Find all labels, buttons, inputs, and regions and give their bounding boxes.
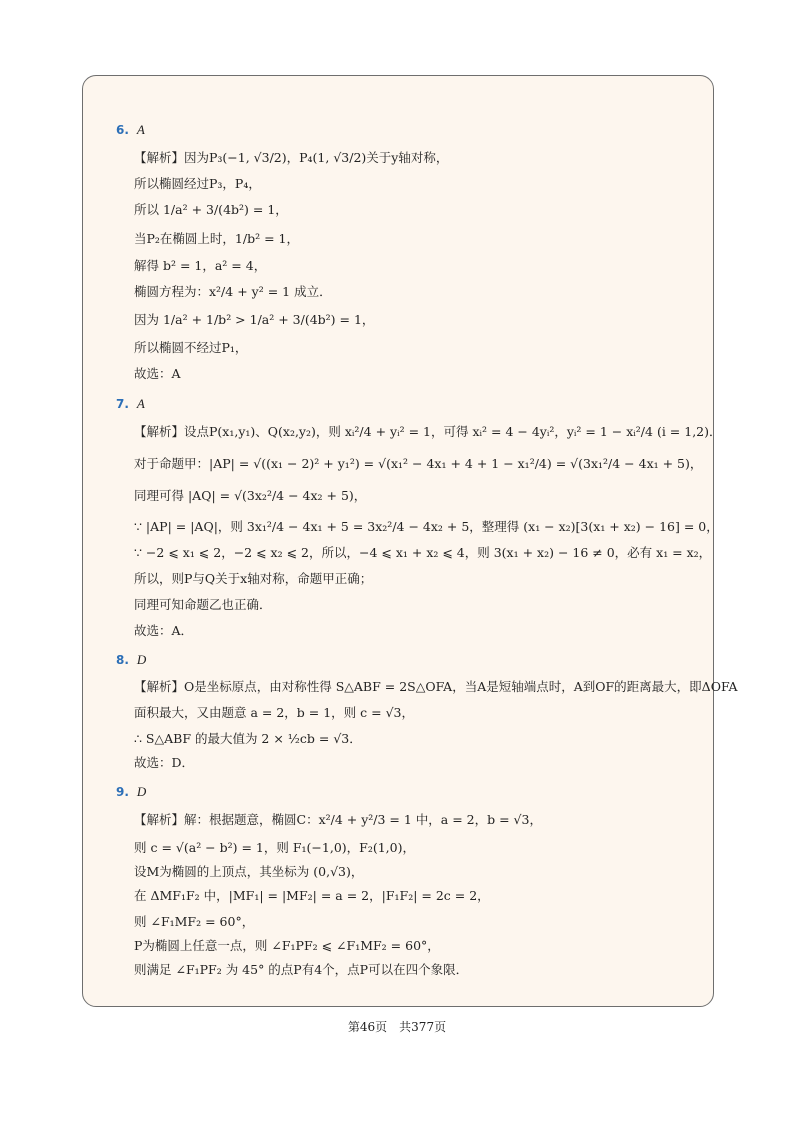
question-9-header bbox=[116, 784, 146, 800]
solution-line: 同理可得 |AQ| = √(3x₂²/4 − 4x₂ + 5)， bbox=[134, 488, 367, 503]
solution-line: 当P₂在椭圆上时，1/b² = 1， bbox=[134, 231, 299, 246]
solution-line: ∵ −2 ⩽ x₁ ⩽ 2，−2 ⩽ x₂ ⩽ 2，所以，−4 ⩽ x₁ + x₂ ⩽ 4，则 3(x₁ + x₂) − 16 ≠ 0，必有 x₁ = x₂， bbox=[134, 545, 712, 560]
solution-line: 则 c = √(a² − b²) = 1，则 F₁(−1,0)，F₂(1,0)， bbox=[134, 840, 415, 855]
question-number: 7. bbox=[116, 397, 129, 411]
solution-line: 【解析】因为P₃(−1, √3/2)，P₄(1, √3/2)关于y轴对称， bbox=[134, 150, 449, 165]
solution-line: 故选：D． bbox=[134, 755, 195, 770]
question-8-header bbox=[116, 652, 146, 668]
solution-line: 因为 1/a² + 1/b² > 1/a² + 3/(4b²) = 1， bbox=[134, 312, 375, 327]
question-answer: A bbox=[136, 396, 145, 411]
solution-line: ∵ |AP| = |AQ|，则 3x₁²/4 − 4x₁ + 5 = 3x₂²/4 − 4x₂ + 5，整理得 (x₁ − x₂)[3(x₁ + x₂) − 16] = 0， bbox=[134, 519, 719, 534]
solution-line: 面积最大，又由题意 a = 2，b = 1，则 c = √3， bbox=[134, 705, 414, 720]
solution-line: 所以 1/a² + 3/(4b²) = 1， bbox=[134, 202, 288, 217]
question-answer: A bbox=[136, 122, 145, 137]
question-number: 6. bbox=[116, 123, 129, 137]
question-7-header bbox=[116, 396, 145, 412]
question-6-header bbox=[116, 122, 145, 138]
question-answer: D bbox=[136, 652, 147, 667]
question-answer: D bbox=[136, 784, 147, 799]
solution-line: 【解析】解：根据题意，椭圆C：x²/4 + y²/3 = 1 中，a = 2，b = √3， bbox=[134, 812, 542, 827]
solution-line: 则 ∠F₁MF₂ = 60°， bbox=[134, 914, 255, 929]
solution-line: 则满足 ∠F₁PF₂ 为 45° 的点P有4个，点P可以在四个象限． bbox=[134, 962, 469, 977]
page-footer: 第46页 共377页 bbox=[347, 1020, 447, 1034]
solution-line: P为椭圆上任意一点，则 ∠F₁PF₂ ⩽ ∠F₁MF₂ = 60°， bbox=[134, 938, 440, 953]
solution-line: ∴ S△ABF 的最大值为 2 × ½cb = √3． bbox=[134, 731, 362, 746]
solution-line: 解得 b² = 1，a² = 4， bbox=[134, 258, 267, 273]
question-number: 8. bbox=[116, 653, 129, 667]
question-number: 9. bbox=[116, 785, 129, 799]
solution-line: 同理可知命题乙也正确． bbox=[134, 597, 272, 612]
solution-line: 椭圆方程为：x²/4 + y² = 1 成立． bbox=[134, 284, 332, 299]
solution-line: 【解析】设点P(x₁,y₁)、Q(x₂,y₂)，则 xᵢ²/4 + yᵢ² = 1，可得 xᵢ² = 4 − 4yᵢ²，yᵢ² = 1 − xᵢ²/4 (i = 1,2)． bbox=[134, 424, 722, 439]
solution-line: 在 ΔMF₁F₂ 中，|MF₁| = |MF₂| = a = 2，|F₁F₂| = 2c = 2， bbox=[134, 888, 490, 903]
solution-line: 故选：A bbox=[134, 366, 181, 381]
solution-line: 所以，则P与Q关于x轴对称，命题甲正确； bbox=[134, 571, 373, 586]
solution-line: 设M为椭圆的上顶点，其坐标为 (0,√3)， bbox=[134, 864, 364, 879]
solution-line: 对于命题甲：|AP| = √((x₁ − 2)² + y₁²) = √(x₁² − 4x₁ + 4 + 1 − x₁²/4) = √(3x₁²/4 − 4x₁ + 5)， bbox=[134, 456, 703, 471]
solution-line: 所以椭圆不经过P₁， bbox=[134, 340, 248, 355]
solution-line: 故选：A． bbox=[134, 623, 194, 638]
solution-card bbox=[82, 75, 738, 1007]
solution-line: 所以椭圆经过P₃，P₄， bbox=[134, 176, 261, 191]
solution-line: 【解析】O是坐标原点，由对称性得 S△ABF = 2S△OFA，当A是短轴端点时，A到OF的距离最大，即ΔOFA bbox=[134, 679, 738, 694]
